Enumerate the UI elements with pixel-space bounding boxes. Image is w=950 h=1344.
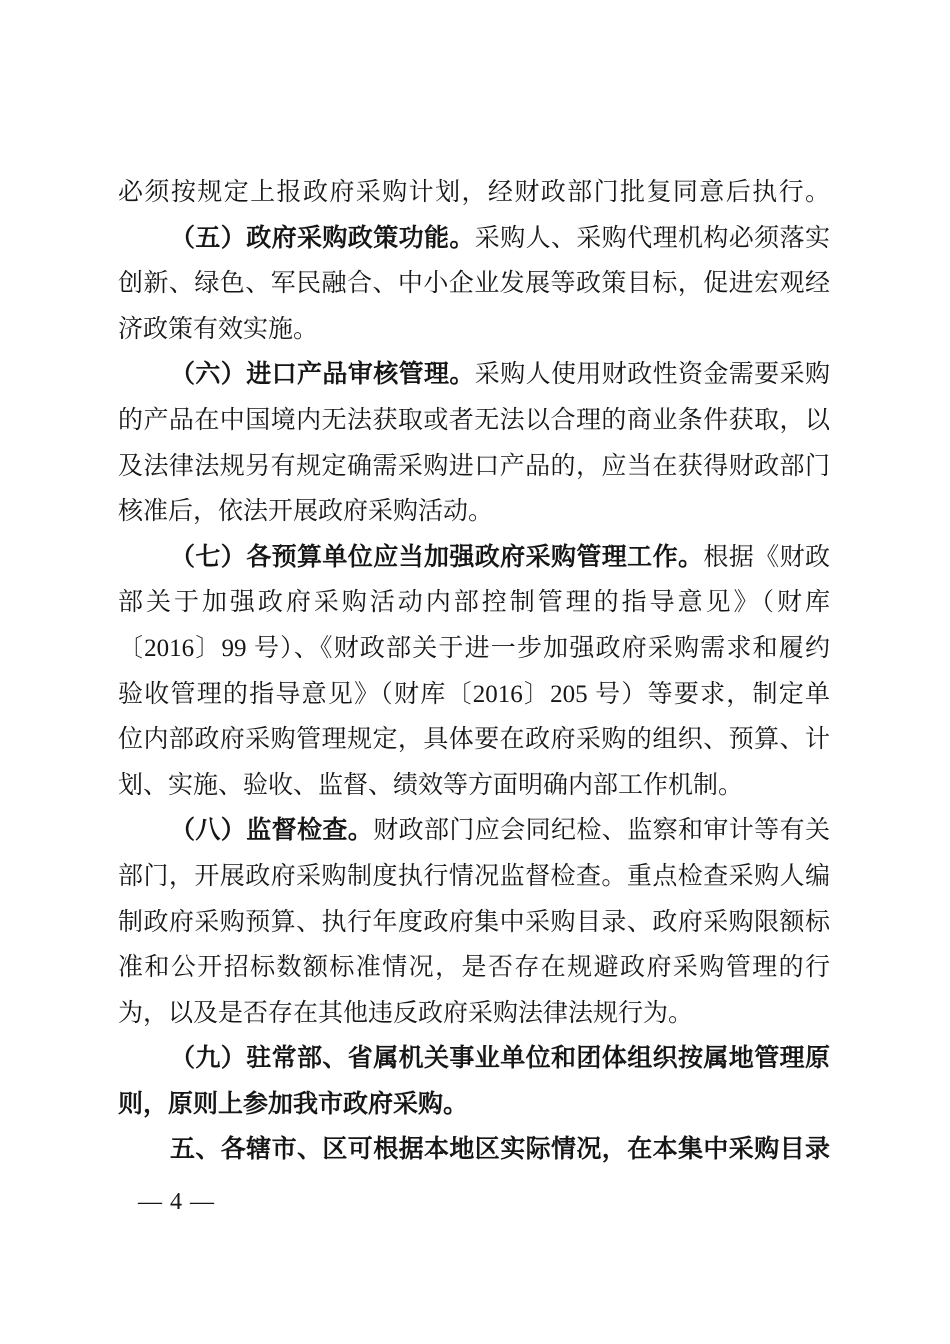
- text-segment: 及法律法规另有规定确需采购进口产品的，应当在获得财政部门: [118, 452, 830, 480]
- bold-text-segment: （八）监督检查。: [170, 817, 374, 845]
- bold-text-segment: （九）驻常部、省属机关事业单位和团体组织按属地管理原: [170, 1045, 830, 1073]
- text-segment: 根据《财政: [703, 543, 830, 571]
- text-segment: 采购人、采购代理机构必须落实: [474, 224, 830, 252]
- text-line: [118, 900, 830, 946]
- bold-text-segment: （五）政府采购政策功能。: [170, 224, 475, 252]
- text-line: [118, 808, 830, 854]
- text-segment: 的产品在中国境内无法获取或者无法以合理的商业条件获取，以: [118, 406, 830, 434]
- text-line: [118, 580, 830, 626]
- text-segment: 划、实施、验收、监督、绩效等方面明确内部工作机制。: [118, 771, 744, 799]
- text-line: [118, 489, 830, 535]
- bold-text-segment: （六）进口产品审核管理。: [170, 361, 475, 389]
- text-line: [118, 1036, 830, 1082]
- text-segment: 创新、绿色、军民融合、中小企业发展等政策目标，促进宏观经: [118, 270, 830, 298]
- text-segment: 〔2016〕99 号）、《财政部关于进一步加强政府采购需求和履约: [118, 634, 830, 662]
- text-line: [118, 398, 830, 444]
- text-line: [118, 535, 830, 581]
- text-line: [118, 352, 830, 398]
- text-segment: 采购人使用财政性资金需要采购: [474, 361, 830, 389]
- text-segment: 为，以及是否存在其他违反政府采购法律法规行为。: [118, 999, 694, 1027]
- bold-text-segment: （七）各预算单位应当加强政府采购管理工作。: [170, 543, 704, 571]
- text-segment: 财政部门应会同纪检、监察和审计等有关: [373, 817, 830, 845]
- bold-text-segment: 则，原则上参加我市政府采购。: [118, 1090, 469, 1118]
- text-line: [118, 672, 830, 718]
- text-segment: 济政策有效实施。: [118, 315, 319, 343]
- page-number: — 4 —: [138, 1189, 215, 1215]
- text-line: [118, 261, 830, 307]
- text-segment: 核准后，依法开展政府采购活动。: [118, 498, 494, 526]
- text-segment: 位内部政府采购管理规定，具体要在政府采购的组织、预算、计: [118, 726, 830, 754]
- text-line: [118, 991, 830, 1037]
- text-segment: 部门，开展政府采购制度执行情况监督检查。重点检查采购人编: [118, 862, 830, 890]
- text-segment: 准和公开招标数额标准情况，是否存在规避政府采购管理的行: [118, 954, 830, 982]
- text-line: [118, 444, 830, 490]
- text-segment: 制政府采购预算、执行年度政府集中采购目录、政府采购限额标: [118, 908, 830, 936]
- document-body: [118, 170, 830, 1173]
- text-line: [118, 170, 830, 216]
- text-line: [118, 216, 830, 262]
- text-line: [118, 854, 830, 900]
- text-segment: 必须按规定上报政府采购计划，经财政部门批复同意后执行。: [118, 179, 830, 206]
- text-line: [118, 717, 830, 763]
- bold-text-segment: 五、各辖市、区可根据本地区实际情况，在本集中采购目录: [170, 1136, 830, 1164]
- text-line: [118, 307, 830, 353]
- text-line: [118, 626, 830, 672]
- text-segment: 部关于加强政府采购活动内部控制管理的指导意见》（财库: [118, 589, 830, 617]
- text-line: [118, 945, 830, 991]
- text-line: [118, 1127, 830, 1173]
- text-line: [118, 1082, 830, 1128]
- text-line: [118, 763, 830, 809]
- text-segment: 验收管理的指导意见》（财库〔2016〕205 号）等要求，制定单: [118, 680, 830, 708]
